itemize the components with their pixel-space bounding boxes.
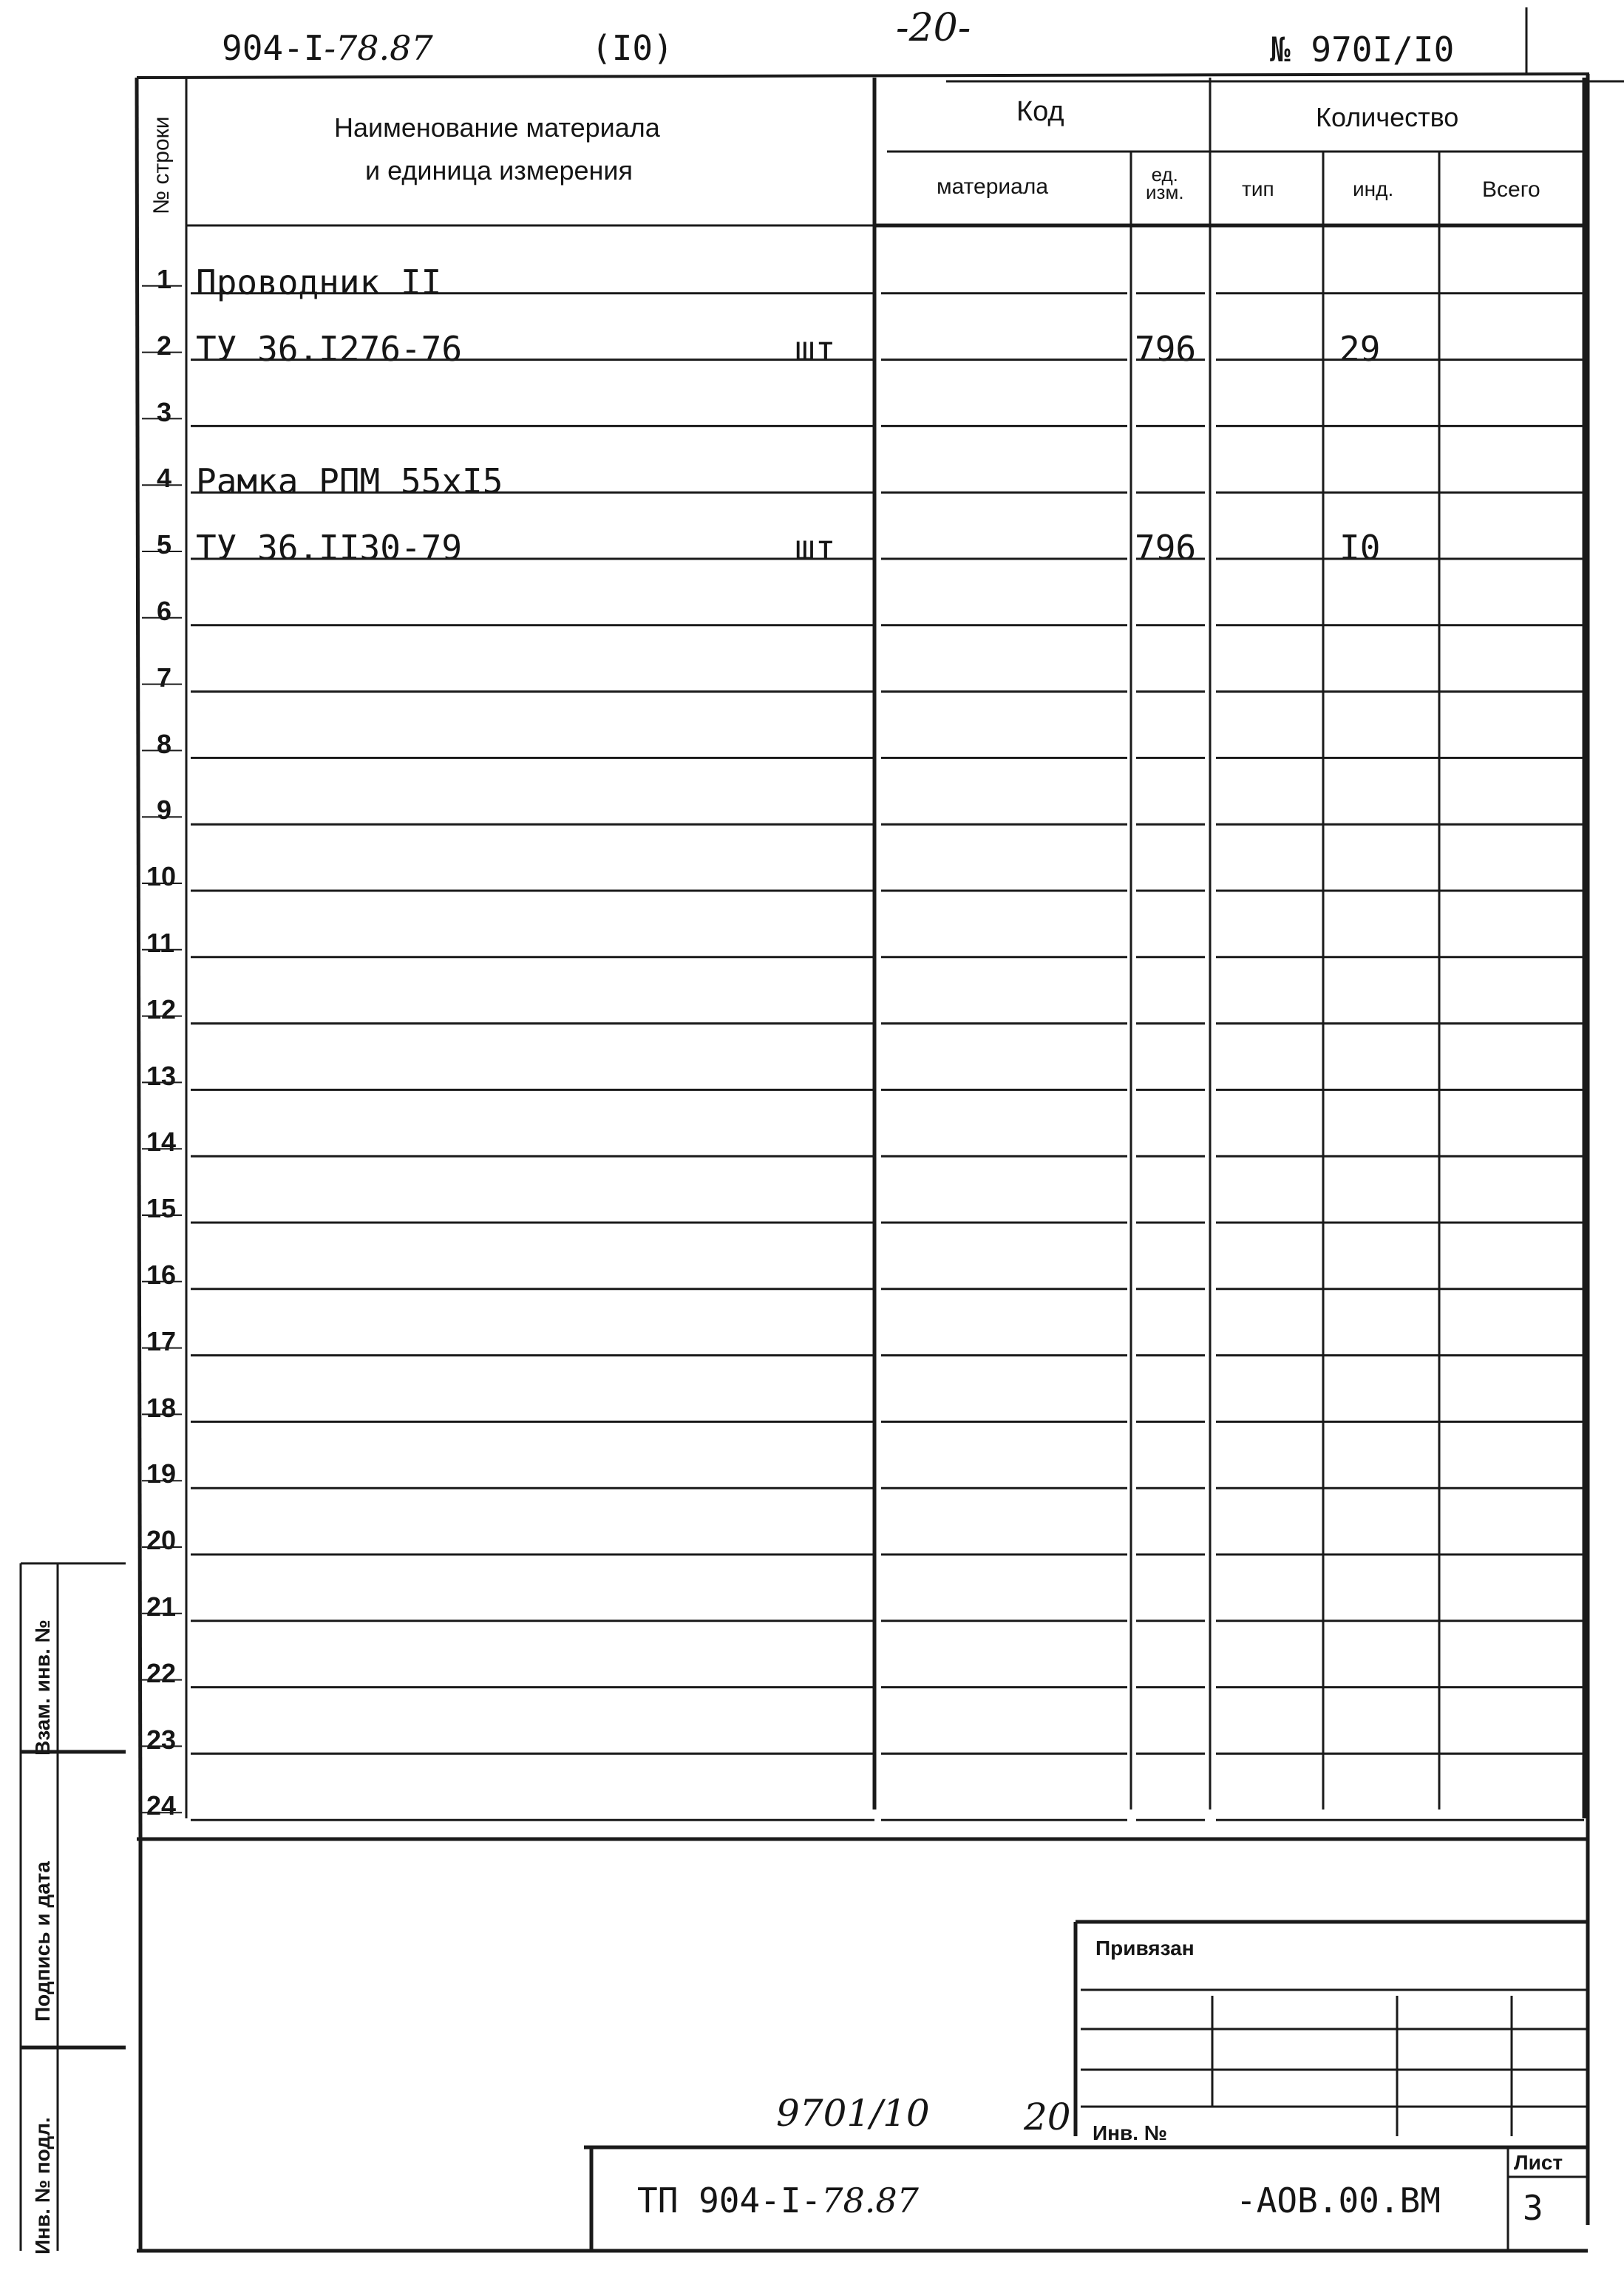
- frame-left-line: [137, 78, 140, 1839]
- row-number: 19: [146, 1458, 177, 1489]
- material-name: ТУ 36.I276-76: [196, 328, 463, 369]
- row-number: 21: [146, 1591, 177, 1622]
- vzam-inv-label: Взам. инв. №: [31, 1620, 54, 1756]
- row-number: 16: [146, 1260, 177, 1290]
- sheet-number: 3: [1523, 2188, 1543, 2228]
- row-number: 5: [157, 529, 172, 560]
- privyazan-label: Привязан: [1095, 1937, 1195, 1960]
- row-number: 11: [146, 928, 175, 958]
- quantity-total-header: Всего: [1482, 177, 1540, 202]
- stamp-doc-handwritten: 78.87: [821, 2181, 919, 2220]
- inv-podl-label: Инв. № подл.: [31, 2117, 54, 2254]
- stamp-doc-suffix: -АОВ.00.ВМ: [1236, 2181, 1441, 2220]
- row-number: 15: [146, 1193, 177, 1224]
- unit-code: 796: [1135, 328, 1197, 369]
- material-name: ТУ 36.II30-79: [196, 528, 463, 568]
- stamp-inv-label: Инв. №: [1093, 2121, 1168, 2144]
- row-number: 1: [157, 264, 172, 294]
- row-number-header: № строки: [149, 116, 174, 214]
- name-header-line2: и единица измерения: [365, 155, 633, 186]
- stamp-doc-prefix: ТП 904-I-: [637, 2181, 822, 2220]
- quantity-header: Количество: [1316, 102, 1459, 132]
- handwritten-project-number: 9701/10: [776, 2092, 930, 2135]
- material-name: Рамка РПМ 55хI5: [196, 461, 503, 502]
- row-number: 8: [157, 728, 172, 759]
- unit-code: 796: [1135, 528, 1197, 568]
- doc-code-prefix: 904-I: [222, 28, 325, 68]
- frame-top-line: [137, 74, 1589, 78]
- row-number: 22: [146, 1657, 177, 1688]
- code-header: Код: [1016, 96, 1064, 127]
- name-header-line1: Наименование материала: [334, 112, 660, 143]
- row-number: 24: [146, 1790, 177, 1821]
- part-number: (I0): [591, 28, 673, 68]
- row-number: 3: [157, 396, 172, 427]
- project-number-value: 970I/I0: [1311, 30, 1455, 69]
- material-name: Проводник II: [196, 262, 442, 302]
- row-number: 9: [157, 795, 172, 826]
- sheet-label: Лист: [1514, 2151, 1563, 2174]
- unit-of-measure: шт: [795, 528, 836, 568]
- code-material-header: материала: [937, 174, 1049, 199]
- row-number: 13: [146, 1060, 177, 1091]
- signature-date-label: Подпись и дата: [31, 1861, 54, 2022]
- page-number: -20-: [896, 6, 971, 50]
- handwritten-20: 20: [1024, 2096, 1071, 2138]
- doc-code-handwritten: -78.87: [324, 28, 433, 68]
- row-number: 18: [146, 1392, 177, 1423]
- row-number: 12: [146, 993, 177, 1024]
- number-symbol: №: [1270, 30, 1291, 69]
- row-number: 7: [157, 662, 172, 693]
- row-number: 23: [146, 1724, 177, 1755]
- row-number: 10: [146, 861, 177, 892]
- row-number: 2: [157, 330, 172, 361]
- row-number: 4: [157, 463, 172, 494]
- quantity-ind: I0: [1339, 528, 1381, 568]
- row-number: 20: [146, 1525, 177, 1556]
- unit-of-measure: шт: [795, 328, 836, 369]
- code-unit-header-line2: изм.: [1146, 181, 1184, 203]
- row-number: 6: [157, 596, 172, 626]
- quantity-ind-header: инд.: [1353, 177, 1394, 200]
- row-number: 14: [146, 1126, 177, 1158]
- row-number: 17: [146, 1325, 177, 1356]
- quantity-type-header: тип: [1242, 177, 1274, 200]
- code-unit-header-line1: ед.: [1151, 163, 1178, 186]
- quantity-ind: 29: [1339, 328, 1381, 369]
